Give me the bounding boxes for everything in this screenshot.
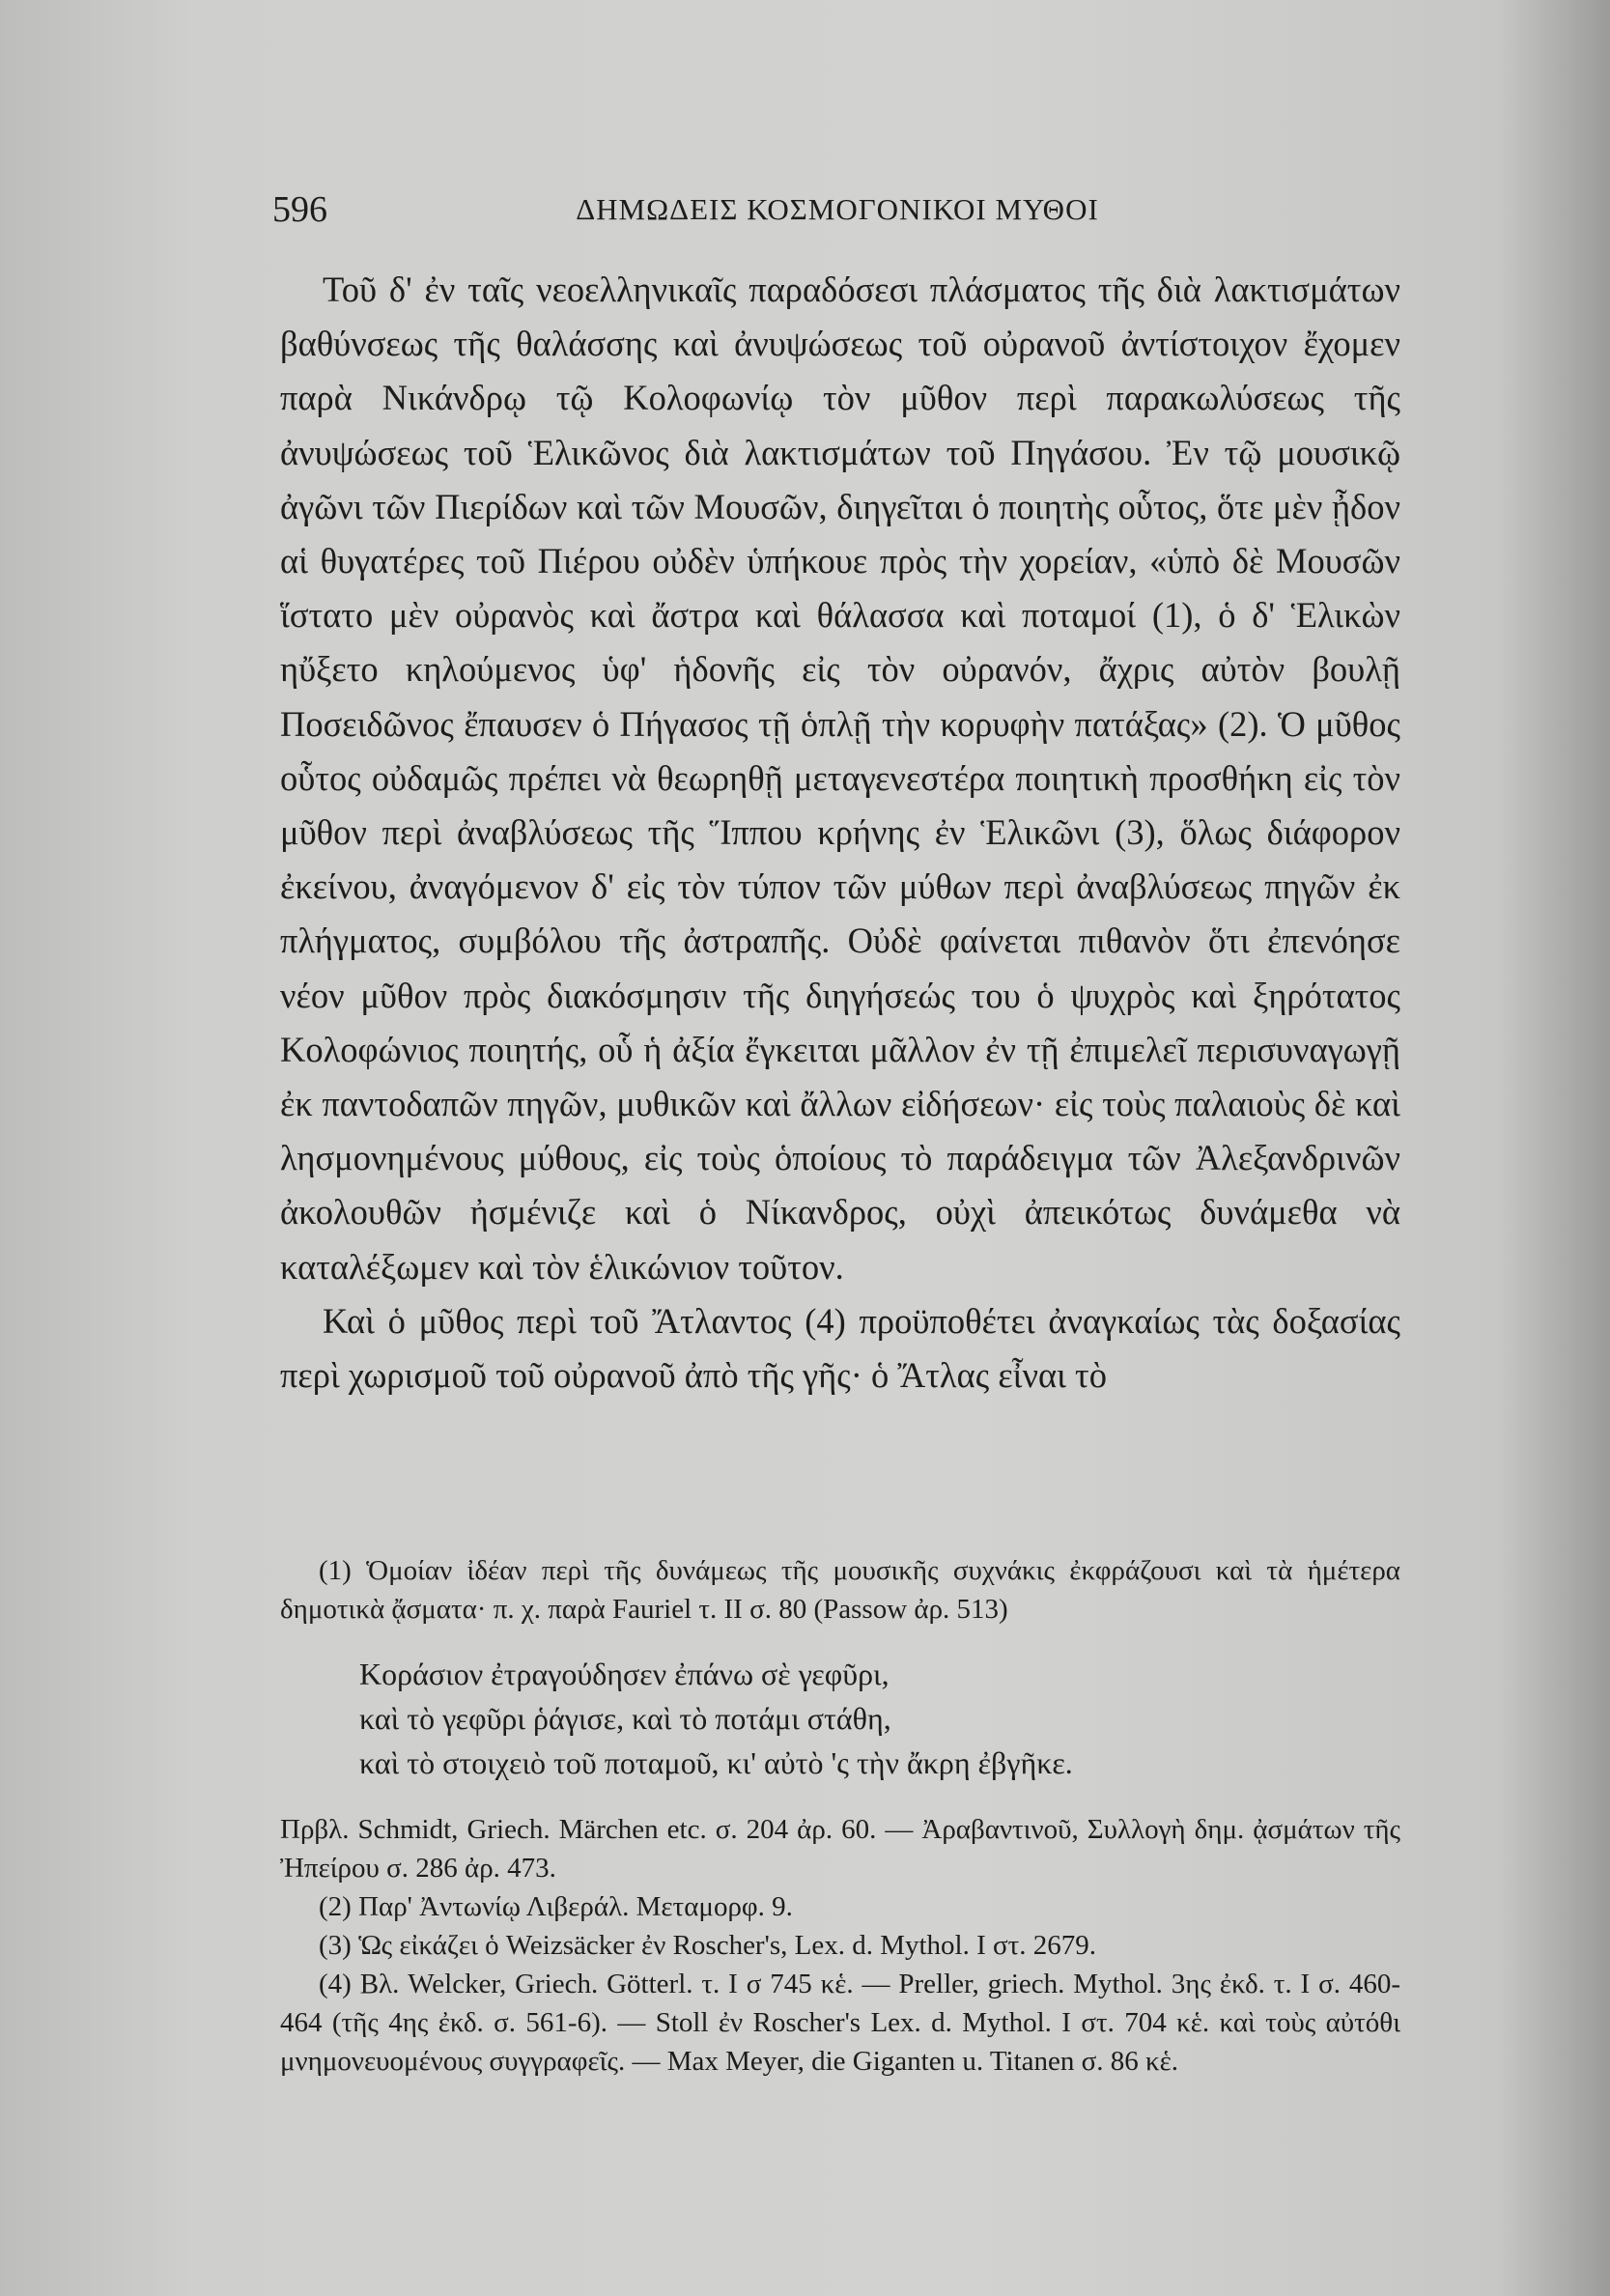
page-number: 596 (272, 189, 327, 230)
running-title: ΔΗΜΩΔΕΙΣ ΚΟΣΜΟΓΟΝΙΚΟΙ ΜΥΘΟΙ (576, 192, 1099, 226)
footnote-2: (2) Παρ' Ἀντωνίῳ Λιβεράλ. Μεταμορφ. 9. (319, 1891, 793, 1922)
paragraph: Τοῦ δ' ἐν ταῖς νεοελληνικαῖς παραδόσεσι πλάσματος τῆς διὰ λακτισμάτων βαθύνσεως τῆς θαλάσσης καὶ ἀνυψώσεως τοῦ οὐρανοῦ ἀντίστοιχον ἔχομεν παρὰ Νικάνδρῳ τῷ Κολοφωνίῳ τὸν μῦθον περὶ παρακωλύσεως τῆς ἀνυψώσεως τοῦ Ἑλικῶνος διὰ λακτισμάτων τοῦ Πηγάσου. Ἐν τῷ μουσικῷ ἀγῶνι τῶν Πιερίδων καὶ τῶν Μουσῶν, διηγεῖται ὁ ποιητὴς οὗτος, ὅτε μὲν ᾖδον αἱ θυγατέρες τοῦ Πιέρου οὐδὲν ὑπήκουε πρὸς τὴν χορείαν, «ὑπὸ δὲ Μουσῶν ἵστατο μὲν οὐρανὸς καὶ ἄστρα καὶ θάλασσα καὶ ποταμοί (1), ὁ δ' Ἑλικὼν ηὔξετο κηλούμενος ὑφ' ἡδονῆς εἰς τὸν οὐρανόν, ἄχρις αὐτὸν βουλῇ Ποσειδῶνος ἔπαυσεν ὁ Πήγασος τῇ ὁπλῇ τὴν κορυφὴν πατάξας» (2). Ὁ μῦθος οὗτος οὐδαμῶς πρέπει νὰ θεωρηθῇ μεταγενεστέρα ποιητικὴ προσθήκη εἰς τὸν μῦθον περὶ ἀναβλύσεως τῆς Ἵππου κρήνης ἐν Ἑλικῶνι (3), ὅλως διάφορον ἐκείνου, ἀναγόμενον δ' εἰς τὸν τύπον τῶν μύθων περὶ ἀναβλύσεως πηγῶν ἐκ πλήγματος, συμβόλου τῆς ἀστραπῆς. Οὐδὲ φαίνεται πιθανὸν ὅτι ἐπενόησε νέον μῦθον πρὸς διακόσμησιν τῆς διηγήσεώς του ὁ ψυχρὸς καὶ ξηρότατος Κολοφώνιος ποιητής, οὗ ἡ ἀξία ἔγκειται μᾶλλον ἐν τῇ ἐπιμελεῖ περισυναγωγῇ ἐκ παντοδαπῶν πηγῶν, μυθικῶν καὶ ἄλλων εἰδήσεων· εἰς τοὺς παλαιοὺς δὲ καὶ λησμονημένους μύθους, εἰς τοὺς ὁποίους τὸ παράδειγμα τῶν Ἀλεξανδρινῶν ἀκολουθῶν ἠσμένιζε καὶ ὁ Νίκανδρος, οὐχὶ ἀπεικότως δυνάμεθα νὰ καταλέξωμεν καὶ τὸν ἑλικώνιον τοῦτον. (280, 269, 1400, 1287)
verse-line: Κοράσιον ἐτραγούδησεν ἐπάνω σὲ γεφῦρι, (359, 1657, 890, 1691)
main-text (280, 263, 1400, 1403)
quoted-verse (359, 1652, 1400, 1785)
verse-line: καὶ τὸ γεφῦρι ῥάγισε, καὶ τὸ ποτάμι στάθη, (359, 1701, 891, 1736)
paragraph: Καὶ ὁ μῦθος περὶ τοῦ Ἄτλαντος (4) προϋποθέτει ἀναγκαίως τὰς δοξασίας περὶ χωρισμοῦ τοῦ οὐρανοῦ ἀπὸ τῆς γῆς· ὁ Ἄτλας εἶναι τὸ (280, 1300, 1400, 1396)
footnote-1: (1) Ὁμοίαν ἰδέαν περὶ τῆς δυνάμεως τῆς μουσικῆς συχνάκις ἐκφράζουσι καὶ τὰ ἡμέτερα δημοτικὰ ᾄσματα· π. χ. παρὰ Fauriel τ. II σ. 80 (Passow ἀρ. 513) (280, 1555, 1400, 1625)
footnotes (280, 1551, 1400, 2081)
footnote-4: (4) Βλ. Welcker, Griech. Götterl. τ. I σ 745 κἑ. — Preller, griech. Mythol. 3ης ἐκδ. τ. I σ. 460-464 (τῆς 4ης ἐκδ. σ. 561-6). — Stoll ἐν Roscher's Lex. d. Mythol. I στ. 704 κἑ. καὶ τοὺς αὐτόθι μνημονευομένους συγγραφεῖς. — Max Meyer, die Giganten u. Titanen σ. 86 κἑ. (280, 1969, 1400, 2077)
footnote-1-references: Πρβλ. Schmidt, Griech. Märchen etc. σ. 204 ἀρ. 60. — Ἀραβαντινοῦ, Συλλογὴ δημ. ᾀσμάτων τῆς Ἠπείρου σ. 286 ἀρ. 473. (280, 1814, 1400, 1884)
footnote-3: (3) Ὡς εἰκάζει ὁ Weizsäcker ἐν Roscher's, Lex. d. Mythol. I στ. 2679. (319, 1930, 1097, 1961)
verse-line: καὶ τὸ στοιχειὸ τοῦ ποταμοῦ, κι' αὐτὸ 'ς τὴν ἄκρη ἐβγῆκε. (359, 1745, 1073, 1780)
page-header (272, 188, 1402, 237)
